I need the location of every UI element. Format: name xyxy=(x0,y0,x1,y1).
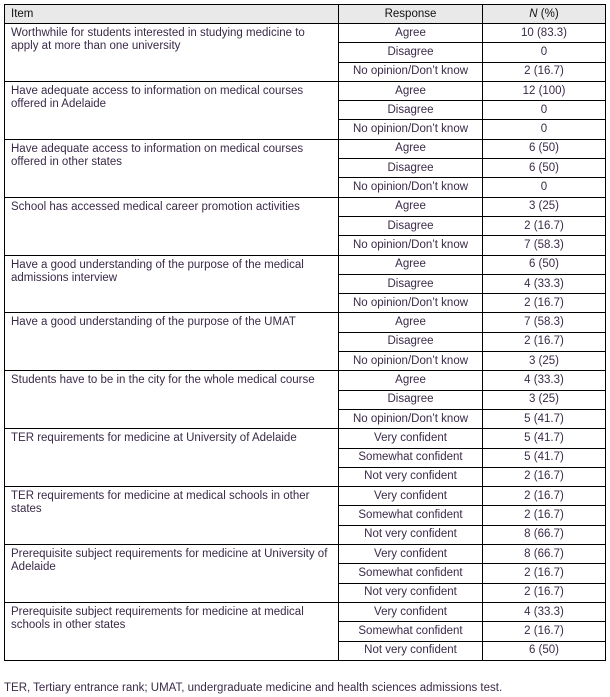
n-percent-cell: 2 (16.7) xyxy=(483,622,606,641)
n-percent-cell: 12 (100) xyxy=(483,81,606,100)
n-percent-cell: 7 (58.3) xyxy=(483,313,606,332)
n-percent-cell: 2 (16.7) xyxy=(483,506,606,525)
n-percent-cell: 10 (83.3) xyxy=(483,24,606,43)
n-percent-cell: 2 (16.7) xyxy=(483,583,606,602)
n-percent-cell: 4 (33.3) xyxy=(483,602,606,621)
item-cell: Have a good understanding of the purpose of the medical admissions interview xyxy=(5,255,339,313)
n-percent-cell: 3 (25) xyxy=(483,390,606,409)
response-cell: Not very confident xyxy=(339,525,483,544)
response-cell: Disagree xyxy=(339,216,483,235)
n-percent-cell: 5 (41.7) xyxy=(483,448,606,467)
response-cell: Disagree xyxy=(339,390,483,409)
table-row xyxy=(5,602,606,621)
table-row xyxy=(5,197,606,216)
n-percent-cell: 2 (16.7) xyxy=(483,487,606,506)
response-cell: Disagree xyxy=(339,274,483,293)
response-cell: No opinion/Don’t know xyxy=(339,62,483,81)
response-cell: Agree xyxy=(339,139,483,158)
table-row xyxy=(5,429,606,448)
item-cell: Worthwhile for students interested in studying medicine to apply at more than one university xyxy=(5,24,339,82)
response-cell: Agree xyxy=(339,313,483,332)
response-cell: Somewhat confident xyxy=(339,564,483,583)
response-cell: No opinion/Don’t know xyxy=(339,409,483,428)
response-cell: Not very confident xyxy=(339,467,483,486)
response-cell: No opinion/Don’t know xyxy=(339,294,483,313)
item-cell: Prerequisite subject requirements for medicine at University of Adelaide xyxy=(5,545,339,603)
response-cell: Very confident xyxy=(339,545,483,564)
response-cell: No opinion/Don’t know xyxy=(339,178,483,197)
n-percent-cell: 2 (16.7) xyxy=(483,332,606,351)
response-cell: No opinion/Don’t know xyxy=(339,236,483,255)
n-percent-cell: 6 (50) xyxy=(483,159,606,178)
n-percent-cell: 8 (66.7) xyxy=(483,525,606,544)
response-cell: Very confident xyxy=(339,487,483,506)
n-percent-cell: 2 (16.7) xyxy=(483,216,606,235)
table-row xyxy=(5,313,606,332)
item-cell: Have adequate access to information on medical courses offered in Adelaide xyxy=(5,81,339,139)
response-cell: No opinion/Don’t know xyxy=(339,352,483,371)
item-cell: Have a good understanding of the purpose of the UMAT xyxy=(5,313,339,371)
column-header-response: Response xyxy=(339,5,483,24)
response-cell: Somewhat confident xyxy=(339,622,483,641)
n-percent-cell: 4 (33.3) xyxy=(483,274,606,293)
table-row xyxy=(5,255,606,274)
n-percent-cell: 2 (16.7) xyxy=(483,564,606,583)
n-percent-cell: 6 (50) xyxy=(483,139,606,158)
n-percent-cell: 5 (41.7) xyxy=(483,409,606,428)
column-header-n xyxy=(483,5,606,24)
item-cell: TER requirements for medicine at University of Adelaide xyxy=(5,429,339,487)
n-percent-cell: 3 (25) xyxy=(483,197,606,216)
response-cell: Disagree xyxy=(339,159,483,178)
response-cell: No opinion/Don’t know xyxy=(339,120,483,139)
table-header-row xyxy=(5,5,606,24)
item-cell: Have adequate access to information on medical courses offered in other states xyxy=(5,139,339,197)
n-percent-cell: 2 (16.7) xyxy=(483,294,606,313)
n-percent-cell: 4 (33.3) xyxy=(483,371,606,390)
response-cell: Very confident xyxy=(339,602,483,621)
table-row xyxy=(5,371,606,390)
response-cell: Agree xyxy=(339,24,483,43)
response-cell: Not very confident xyxy=(339,583,483,602)
table-row xyxy=(5,139,606,158)
response-cell: Not very confident xyxy=(339,641,483,660)
column-header-item: Item xyxy=(5,5,339,24)
n-percent-cell: 7 (58.3) xyxy=(483,236,606,255)
n-percent-cell: 3 (25) xyxy=(483,352,606,371)
n-percent-cell: 0 xyxy=(483,178,606,197)
response-cell: Disagree xyxy=(339,43,483,62)
item-cell: Prerequisite subject requirements for medicine at medical schools in other states xyxy=(5,602,339,660)
n-percent-label: (%) xyxy=(537,7,559,20)
n-percent-cell: 0 xyxy=(483,43,606,62)
response-cell: Somewhat confident xyxy=(339,448,483,467)
n-percent-cell: 0 xyxy=(483,120,606,139)
response-cell: Agree xyxy=(339,197,483,216)
n-symbol: N xyxy=(529,7,538,20)
table-row xyxy=(5,81,606,100)
response-cell: Somewhat confident xyxy=(339,506,483,525)
n-percent-cell: 6 (50) xyxy=(483,255,606,274)
response-cell: Disagree xyxy=(339,101,483,120)
table-row xyxy=(5,545,606,564)
table-footnote: TER, Tertiary entrance rank; UMAT, undergraduate medicine and health sciences admissions test. xyxy=(4,682,503,694)
n-percent-cell: 2 (16.7) xyxy=(483,467,606,486)
n-percent-cell: 5 (41.7) xyxy=(483,429,606,448)
response-cell: Very confident xyxy=(339,429,483,448)
n-percent-cell: 0 xyxy=(483,101,606,120)
table-row xyxy=(5,487,606,506)
n-percent-cell: 8 (66.7) xyxy=(483,545,606,564)
response-cell: Agree xyxy=(339,81,483,100)
item-cell: Students have to be in the city for the whole medical course xyxy=(5,371,339,429)
item-cell: TER requirements for medicine at medical schools in other states xyxy=(5,487,339,545)
item-cell: School has accessed medical career promotion activities xyxy=(5,197,339,255)
n-percent-cell: 2 (16.7) xyxy=(483,62,606,81)
n-percent-cell: 6 (50) xyxy=(483,641,606,660)
response-cell: Agree xyxy=(339,371,483,390)
response-cell: Agree xyxy=(339,255,483,274)
table-body xyxy=(5,24,606,661)
survey-results-table xyxy=(4,4,606,661)
table-row xyxy=(5,24,606,43)
response-cell: Disagree xyxy=(339,332,483,351)
